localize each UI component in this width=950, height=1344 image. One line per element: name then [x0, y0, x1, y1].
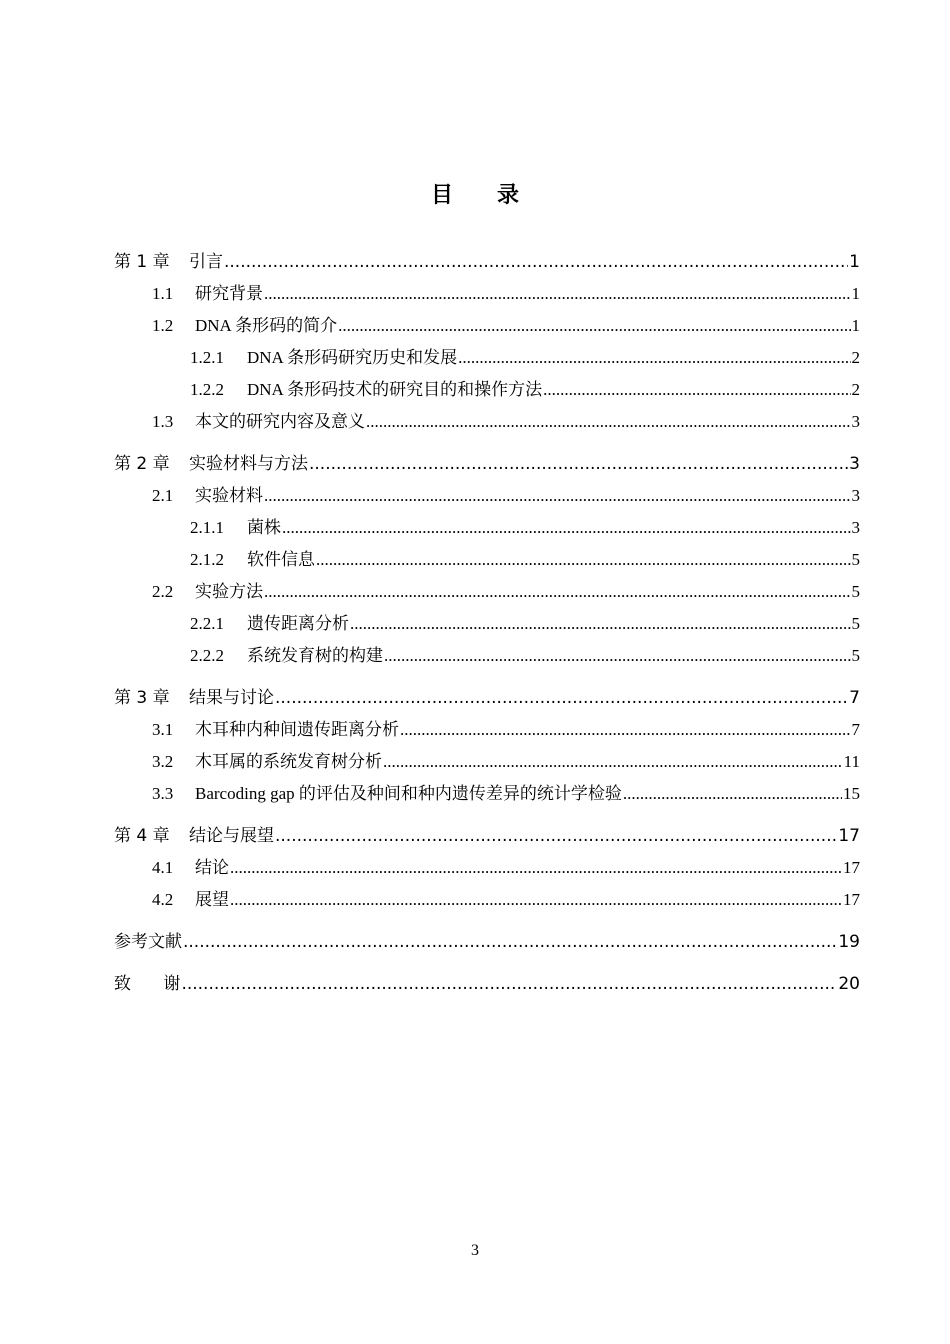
toc-entry-page: 3 — [849, 454, 860, 474]
toc-entry-page: 15 — [843, 784, 860, 803]
toc-entry-number: 2.1 — [152, 486, 174, 505]
toc-entry-2-1-1[interactable] — [114, 512, 860, 544]
toc-entry-page: 1 — [851, 284, 860, 303]
toc-entry-references[interactable] — [114, 926, 860, 958]
toc-entry-ch3[interactable] — [114, 682, 860, 714]
toc-entry-label: 本文的研究内容及意义 — [195, 412, 365, 431]
toc-entry-page: 5 — [851, 550, 860, 569]
toc-leader-dots — [350, 608, 851, 640]
toc-entry-label: 实验方法 — [195, 582, 263, 601]
toc-entry-ch1[interactable] — [114, 246, 860, 278]
toc-leader-dots — [282, 512, 851, 544]
toc-entry-2-2[interactable] — [114, 576, 860, 608]
toc-entry-ch2[interactable] — [114, 448, 860, 480]
toc-entry-page: 1 — [851, 316, 860, 335]
toc-entry-2-2-2[interactable] — [114, 640, 860, 672]
toc-entry-number: 3.1 — [152, 720, 174, 739]
toc-entry-page: 5 — [851, 646, 860, 665]
toc-leader-dots — [458, 342, 850, 374]
toc-title-part2: 录 — [497, 183, 520, 208]
toc-entry-label: 菌株 — [247, 518, 281, 537]
toc-leader-dots — [264, 480, 851, 512]
toc-entry-label: 软件信息 — [247, 550, 315, 569]
toc-leader-dots — [338, 310, 850, 342]
table-of-contents — [114, 246, 860, 1000]
toc-entry-label: Barcoding gap 的评估及种间和种内遗传差异的统计学检验 — [195, 784, 622, 803]
toc-entry-label: 实验材料 — [195, 486, 263, 505]
toc-entry-page: 7 — [849, 688, 860, 708]
toc-entry-page: 3 — [851, 518, 860, 537]
toc-entry-number: 第 2 章 — [114, 454, 170, 474]
toc-entry-number: 1.3 — [152, 412, 174, 431]
toc-entry-number: 4.2 — [152, 890, 174, 909]
toc-entry-2-1-2[interactable] — [114, 544, 860, 576]
toc-entry-3-1[interactable] — [114, 714, 860, 746]
toc-leader-dots — [183, 926, 837, 958]
toc-entry-label: 研究背景 — [195, 284, 263, 303]
toc-title-part1: 目 — [430, 183, 453, 208]
toc-entry-label: 结论与展望 — [189, 826, 274, 846]
toc-entry-number: 1.2.2 — [190, 380, 224, 399]
toc-entry-label: 木耳种内种间遗传距离分析 — [195, 720, 399, 739]
toc-entry-label: DNA 条形码技术的研究目的和操作方法 — [247, 380, 543, 399]
toc-entry-page: 1 — [849, 252, 860, 272]
page-number: 3 — [471, 1242, 479, 1259]
toc-entry-label: 引言 — [189, 252, 223, 272]
toc-entry-page: 17 — [838, 826, 860, 846]
toc-entry-4-1[interactable] — [114, 852, 860, 884]
toc-entry-number: 4.1 — [152, 858, 174, 877]
toc-entry-page: 11 — [843, 752, 860, 771]
toc-entry-number: 2.2 — [152, 582, 174, 601]
toc-entry-1-2-1[interactable] — [114, 342, 860, 374]
toc-entry-page: 3 — [851, 486, 860, 505]
toc-entry-number: 1.2 — [152, 316, 174, 335]
toc-title — [0, 178, 950, 209]
toc-entry-number: 1.2.1 — [190, 348, 224, 367]
toc-leader-dots — [623, 778, 842, 810]
toc-entry-label: DNA 条形码的简介 — [195, 316, 338, 335]
toc-entry-number: 第 3 章 — [114, 688, 170, 708]
toc-entry-label: 系统发育树的构建 — [247, 646, 383, 665]
toc-entry-number: 2.1.1 — [190, 518, 224, 537]
toc-entry-number: 2.2.1 — [190, 614, 224, 633]
toc-entry-ch4[interactable] — [114, 820, 860, 852]
toc-entry-page: 7 — [851, 720, 860, 739]
toc-entry-number: 2.1.2 — [190, 550, 224, 569]
toc-entry-number: 2.2.2 — [190, 646, 224, 665]
toc-entry-page: 5 — [851, 614, 860, 633]
toc-entry-label: 展望 — [195, 890, 229, 909]
toc-entry-label: 遗传距离分析 — [247, 614, 349, 633]
toc-entry-label: 木耳属的系统发育树分析 — [195, 752, 382, 771]
toc-entry-acknowledgements[interactable] — [114, 968, 860, 1000]
toc-entry-label: 致 谢 — [114, 974, 181, 994]
toc-entry-page: 2 — [851, 380, 860, 399]
toc-leader-dots — [316, 544, 851, 576]
toc-entry-label: 结论 — [195, 858, 229, 877]
toc-entry-1-3[interactable] — [114, 406, 860, 438]
toc-entry-page: 19 — [838, 932, 860, 952]
toc-leader-dots — [309, 448, 848, 480]
toc-leader-dots — [400, 714, 851, 746]
toc-entry-page: 17 — [843, 890, 860, 909]
toc-leader-dots — [224, 246, 848, 278]
toc-leader-dots — [230, 884, 842, 916]
toc-entry-1-2[interactable] — [114, 310, 860, 342]
toc-entry-label: 实验材料与方法 — [189, 454, 308, 474]
toc-entry-3-2[interactable] — [114, 746, 860, 778]
toc-entry-page: 3 — [851, 412, 860, 431]
toc-leader-dots — [383, 746, 843, 778]
toc-entry-2-1[interactable] — [114, 480, 860, 512]
toc-entry-1-1[interactable] — [114, 278, 860, 310]
toc-leader-dots — [543, 374, 850, 406]
toc-entry-2-2-1[interactable] — [114, 608, 860, 640]
toc-leader-dots — [275, 820, 837, 852]
toc-entry-label: 参考文献 — [114, 932, 182, 952]
toc-entry-number: 1.1 — [152, 284, 174, 303]
toc-entry-number: 3.3 — [152, 784, 174, 803]
toc-leader-dots — [275, 682, 848, 714]
toc-entry-3-3[interactable] — [114, 778, 860, 810]
toc-leader-dots — [366, 406, 851, 438]
toc-leader-dots — [384, 640, 851, 672]
toc-entry-page: 17 — [843, 858, 860, 877]
toc-leader-dots — [264, 278, 851, 310]
toc-entry-page: 20 — [838, 974, 860, 994]
toc-entry-page: 2 — [851, 348, 860, 367]
toc-leader-dots — [264, 576, 851, 608]
toc-entry-number: 3.2 — [152, 752, 174, 771]
toc-entry-number: 第 4 章 — [114, 826, 170, 846]
toc-entry-page: 5 — [851, 582, 860, 601]
toc-entry-label: DNA 条形码研究历史和发展 — [247, 348, 458, 367]
toc-leader-dots — [230, 852, 842, 884]
toc-entry-label: 结果与讨论 — [189, 688, 274, 708]
toc-entry-number: 第 1 章 — [114, 252, 170, 272]
toc-entry-4-2[interactable] — [114, 884, 860, 916]
toc-leader-dots — [181, 968, 837, 1000]
toc-entry-1-2-2[interactable] — [114, 374, 860, 406]
